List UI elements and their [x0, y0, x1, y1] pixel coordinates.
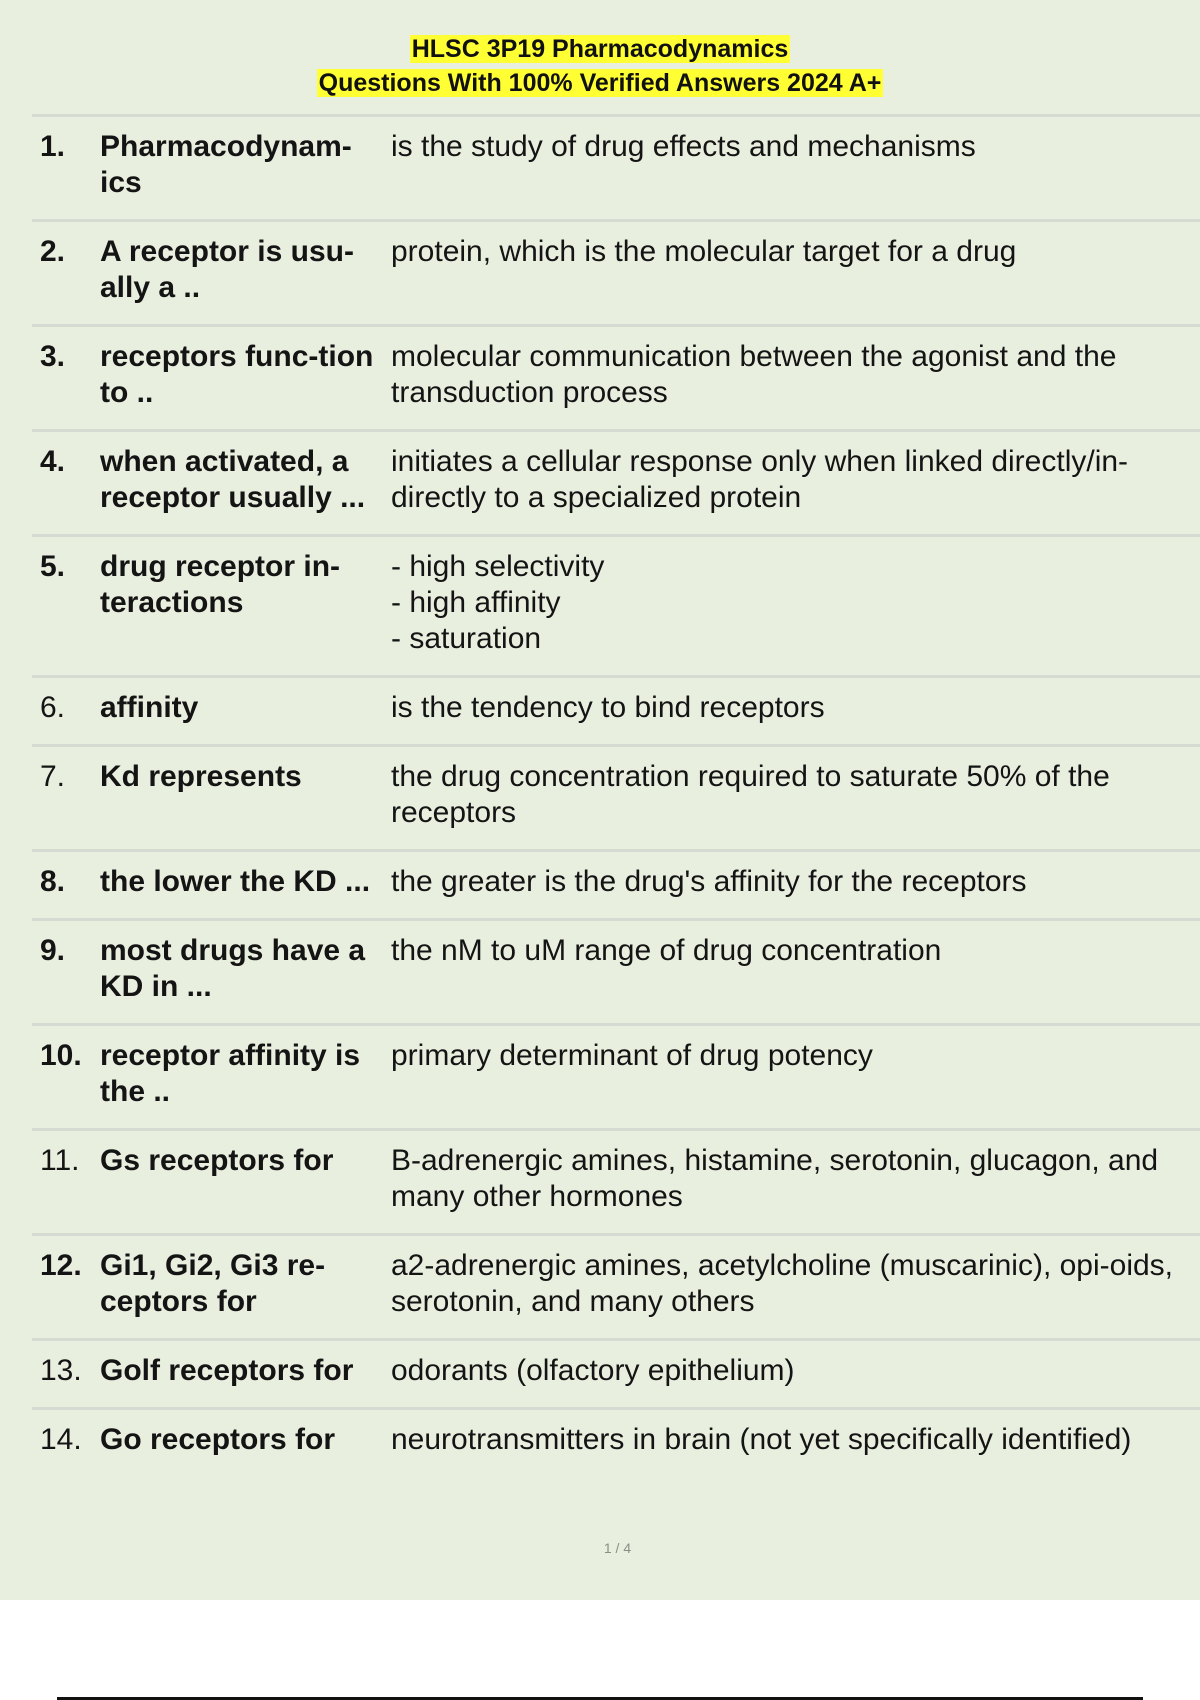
- question-term: affinity: [99, 677, 390, 746]
- answer-line: - high selectivity: [391, 550, 605, 583]
- table-row: [32, 536, 1200, 677]
- table-row: [32, 851, 1200, 920]
- question-number: 1.: [32, 116, 99, 221]
- answer-line: protein, which is the molecular target for a drug: [391, 235, 1017, 268]
- document-header: [0, 32, 1200, 100]
- answer-line: molecular communication between the agonist and the transduction process: [391, 340, 1117, 409]
- table-row: [32, 746, 1200, 851]
- question-term: drug receptor in-teractions: [99, 536, 390, 677]
- answer-line: is the study of drug effects and mechanisms: [391, 130, 976, 163]
- question-term: Gi1, Gi2, Gi3 re-ceptors for: [99, 1235, 390, 1340]
- document-title: HLSC 3P19 Pharmacodynamics: [411, 35, 789, 63]
- answer-line: odorants (olfactory epithelium): [391, 1354, 795, 1387]
- table-row: [32, 221, 1200, 326]
- question-number: 8.: [32, 851, 99, 920]
- table-row: [32, 1340, 1200, 1409]
- answer-line: the greater is the drug's affinity for the receptors: [391, 865, 1027, 898]
- table-row: [32, 1130, 1200, 1235]
- answer-line: - saturation: [391, 622, 542, 655]
- question-number: 5.: [32, 536, 99, 677]
- question-number: 12.: [32, 1235, 99, 1340]
- answer-definition: [390, 1025, 1200, 1130]
- question-number: 14.: [32, 1409, 99, 1477]
- answer-definition: [390, 920, 1200, 1025]
- question-term: Gs receptors for: [99, 1130, 390, 1235]
- table-row: [32, 1235, 1200, 1340]
- answer-definition: [390, 431, 1200, 536]
- question-term: Golf receptors for: [99, 1340, 390, 1409]
- answer-line: neurotransmitters in brain (not yet specifically identified): [391, 1423, 1132, 1456]
- table-row: [32, 677, 1200, 746]
- table-row: [32, 326, 1200, 431]
- answer-definition: [390, 221, 1200, 326]
- question-number: 10.: [32, 1025, 99, 1130]
- qa-table: [32, 114, 1200, 1476]
- question-term: most drugs have a KD in ...: [99, 920, 390, 1025]
- table-row: [32, 1025, 1200, 1130]
- table-row: [32, 920, 1200, 1025]
- answer-definition: [390, 677, 1200, 746]
- document-subtitle: Questions With 100% Verified Answers 2024 A+: [318, 69, 882, 97]
- answer-line: a2-adrenergic amines, acetylcholine (muscarinic), opi-oids, serotonin, and many others: [391, 1249, 1174, 1318]
- question-number: 11.: [32, 1130, 99, 1235]
- answer-line: the drug concentration required to saturate 50% of the receptors: [391, 760, 1110, 829]
- answer-line: is the tendency to bind receptors: [391, 691, 825, 724]
- question-term: Pharmacodynam-ics: [99, 116, 390, 221]
- table-row: [32, 1409, 1200, 1477]
- answer-definition: [390, 116, 1200, 221]
- question-term: A receptor is usu-ally a ..: [99, 221, 390, 326]
- answer-line: - high affinity: [391, 586, 561, 619]
- question-term: Kd represents: [99, 746, 390, 851]
- question-term: receptor affinity is the ..: [99, 1025, 390, 1130]
- answer-definition: [390, 1409, 1200, 1477]
- question-term: Go receptors for: [99, 1409, 390, 1477]
- answer-definition: [390, 1340, 1200, 1409]
- answer-definition: [390, 851, 1200, 920]
- answer-line: B-adrenergic amines, histamine, serotonin, glucagon, and many other hormones: [391, 1144, 1159, 1213]
- question-number: 4.: [32, 431, 99, 536]
- answer-definition: [390, 746, 1200, 851]
- question-term: when activated, a receptor usually ...: [99, 431, 390, 536]
- question-number: 13.: [32, 1340, 99, 1409]
- question-number: 9.: [32, 920, 99, 1025]
- question-term: the lower the KD ...: [99, 851, 390, 920]
- answer-definition: [390, 1130, 1200, 1235]
- question-number: 6.: [32, 677, 99, 746]
- answer-definition: [390, 326, 1200, 431]
- answer-definition: [390, 1235, 1200, 1340]
- answer-line: primary determinant of drug potency: [391, 1039, 873, 1072]
- answer-line: initiates a cellular response only when linked directly/in-directly to a specialized protein: [391, 445, 1129, 514]
- question-term: receptors func-tion to ..: [99, 326, 390, 431]
- table-row: [32, 116, 1200, 221]
- answer-line: the nM to uM range of drug concentration: [391, 934, 942, 967]
- question-number: 7.: [32, 746, 99, 851]
- page-number: 1 / 4: [603, 1540, 632, 1556]
- answer-definition: [390, 536, 1200, 677]
- question-number: 2.: [32, 221, 99, 326]
- table-row: [32, 431, 1200, 536]
- question-number: 3.: [32, 326, 99, 431]
